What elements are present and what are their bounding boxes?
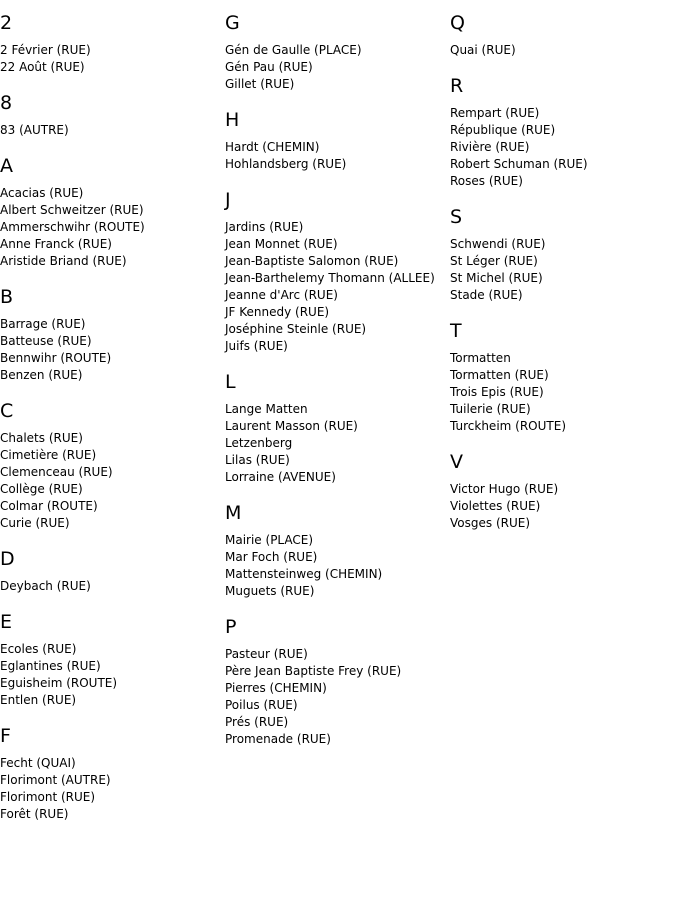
street-item[interactable]: Eglantines (RUE) [0, 659, 101, 673]
street-item[interactable]: Chalets (RUE) [0, 431, 83, 445]
street-list [0, 755, 225, 823]
street-list [450, 105, 675, 190]
street-item[interactable]: Forêt (RUE) [0, 807, 69, 821]
letter-section [450, 206, 675, 304]
street-item[interactable]: 22 Août (RUE) [0, 60, 85, 74]
street-item[interactable]: Promenade (RUE) [225, 732, 331, 746]
street-item[interactable]: Trois Epis (RUE) [450, 385, 544, 399]
letter-heading: T [450, 320, 462, 342]
street-item[interactable]: Florimont (RUE) [0, 790, 96, 804]
street-list [225, 139, 450, 173]
street-list [0, 578, 225, 595]
letter-section [0, 12, 225, 76]
street-list [450, 350, 675, 435]
letter-heading: B [0, 286, 14, 308]
street-item[interactable]: Quai (RUE) [450, 43, 516, 57]
street-item[interactable]: Acacias (RUE) [0, 186, 84, 200]
street-item[interactable]: Deybach (RUE) [0, 579, 91, 593]
letter-section [225, 109, 450, 173]
street-list [0, 122, 225, 139]
street-item[interactable]: Gillet (RUE) [225, 77, 295, 91]
street-item[interactable]: Jean-Barthelemy Thomann (ALLEE) [225, 271, 435, 285]
street-item[interactable]: 83 (AUTRE) [0, 123, 69, 137]
street-list [225, 532, 450, 600]
street-item[interactable]: Joséphine Steinle (RUE) [225, 322, 367, 336]
index-column-3 [450, 0, 675, 548]
letter-section [225, 12, 450, 93]
street-list [450, 42, 675, 59]
street-item[interactable]: Curie (RUE) [0, 516, 70, 530]
letter-heading: S [450, 206, 463, 228]
letter-section [225, 502, 450, 600]
street-item[interactable]: Colmar (ROUTE) [0, 499, 98, 513]
street-item[interactable]: Bennwihr (ROUTE) [0, 351, 112, 365]
street-item[interactable]: JF Kennedy (RUE) [225, 305, 330, 319]
street-item[interactable]: République (RUE) [450, 123, 556, 137]
street-item[interactable]: Laurent Masson (RUE) [225, 419, 358, 433]
street-item[interactable]: St Léger (RUE) [450, 254, 538, 268]
street-item[interactable]: Jeanne d'Arc (RUE) [225, 288, 338, 302]
letter-heading: G [225, 12, 240, 34]
street-item[interactable]: Ecoles (RUE) [0, 642, 77, 656]
street-item[interactable]: Florimont (AUTRE) [0, 773, 111, 787]
street-item[interactable]: Muguets (RUE) [225, 584, 315, 598]
street-item[interactable]: Barrage (RUE) [0, 317, 86, 331]
letter-section [0, 400, 225, 532]
letter-heading: A [0, 155, 13, 177]
street-item[interactable]: Collège (RUE) [0, 482, 83, 496]
street-item[interactable]: Tuilerie (RUE) [450, 402, 531, 416]
street-item[interactable]: Lorraine (AVENUE) [225, 470, 336, 484]
letter-heading: 8 [0, 92, 13, 114]
street-item[interactable]: Eguisheim (ROUTE) [0, 676, 118, 690]
street-item[interactable]: St Michel (RUE) [450, 271, 543, 285]
letter-section [225, 189, 450, 355]
street-item[interactable]: Vosges (RUE) [450, 516, 531, 530]
street-item[interactable]: Père Jean Baptiste Frey (RUE) [225, 664, 402, 678]
letter-section [450, 12, 675, 59]
street-list [225, 219, 450, 355]
street-item[interactable]: Batteuse (RUE) [0, 334, 92, 348]
letter-section [450, 320, 675, 435]
street-item[interactable]: Mattensteinweg (CHEMIN) [225, 567, 383, 581]
street-list [225, 401, 450, 486]
street-item[interactable]: Clemenceau (RUE) [0, 465, 113, 479]
street-list [0, 42, 225, 76]
street-item[interactable]: Ammerschwihr (ROUTE) [0, 220, 145, 234]
street-item[interactable]: 2 Février (RUE) [0, 43, 91, 57]
letter-heading: P [225, 616, 237, 638]
letter-heading: L [225, 371, 236, 393]
street-item[interactable]: Roses (RUE) [450, 174, 523, 188]
letter-heading: 2 [0, 12, 13, 34]
letter-heading: V [450, 451, 463, 473]
letter-section [0, 286, 225, 384]
street-item[interactable]: Jardins (RUE) [225, 220, 304, 234]
letter-section [0, 725, 225, 823]
street-list [225, 646, 450, 748]
street-item[interactable]: Tormatten (RUE) [450, 368, 549, 382]
letter-section [450, 75, 675, 190]
street-item[interactable]: Stade (RUE) [450, 288, 523, 302]
letter-heading: F [0, 725, 11, 747]
street-item[interactable]: Victor Hugo (RUE) [450, 482, 559, 496]
letter-section [0, 155, 225, 270]
street-item[interactable]: Mar Foch (RUE) [225, 550, 318, 564]
letter-heading: Q [450, 12, 465, 34]
street-item[interactable]: Violettes (RUE) [450, 499, 541, 513]
letter-heading: D [0, 548, 15, 570]
street-list [450, 481, 675, 532]
letter-heading: E [0, 611, 13, 633]
letter-heading: C [0, 400, 14, 422]
index-column-2 [225, 0, 450, 764]
street-item[interactable]: Anne Franck (RUE) [0, 237, 112, 251]
letter-heading: H [225, 109, 240, 131]
street-item[interactable]: Benzen (RUE) [0, 368, 83, 382]
street-list [225, 42, 450, 93]
letter-section [0, 548, 225, 595]
street-item[interactable]: Fecht (QUAI) [0, 756, 76, 770]
street-list [0, 641, 225, 709]
street-item[interactable]: Gén Pau (RUE) [225, 60, 313, 74]
letter-section [0, 92, 225, 139]
street-item[interactable]: Lange Matten [225, 402, 308, 416]
street-item[interactable]: Prés (RUE) [225, 715, 289, 729]
street-item[interactable]: Hohlandsberg (RUE) [225, 157, 347, 171]
street-item[interactable]: Gén de Gaulle (PLACE) [225, 43, 362, 57]
street-item[interactable]: Schwendi (RUE) [450, 237, 546, 251]
letter-heading: R [450, 75, 464, 97]
street-list [450, 236, 675, 304]
street-item[interactable]: Hardt (CHEMIN) [225, 140, 320, 154]
street-item[interactable]: Poilus (RUE) [225, 698, 298, 712]
street-item[interactable]: Juifs (RUE) [225, 339, 288, 353]
letter-heading: M [225, 502, 242, 524]
street-item[interactable]: Mairie (PLACE) [225, 533, 314, 547]
letter-section [450, 451, 675, 532]
street-item[interactable]: Letzenberg [225, 436, 293, 450]
street-list [0, 185, 225, 270]
street-item[interactable]: Aristide Briand (RUE) [0, 254, 127, 268]
street-item[interactable]: Turckheim (ROUTE) [450, 419, 566, 433]
letter-heading: J [225, 189, 231, 211]
street-item[interactable]: Pierres (CHEMIN) [225, 681, 327, 695]
letter-section [225, 371, 450, 486]
street-item[interactable]: Pasteur (RUE) [225, 647, 308, 661]
index-column-1 [0, 0, 225, 839]
street-item[interactable]: Tormatten [450, 351, 511, 365]
letter-section [225, 616, 450, 748]
street-item[interactable]: Entlen (RUE) [0, 693, 77, 707]
street-list [0, 316, 225, 384]
street-item[interactable]: Lilas (RUE) [225, 453, 290, 467]
street-item[interactable]: Jean-Baptiste Salomon (RUE) [225, 254, 399, 268]
letter-section [0, 611, 225, 709]
street-item[interactable]: Robert Schuman (RUE) [450, 157, 588, 171]
street-item[interactable]: Jean Monnet (RUE) [225, 237, 338, 251]
street-list [0, 430, 225, 532]
street-item[interactable]: Rivière (RUE) [450, 140, 530, 154]
street-item[interactable]: Cimetière (RUE) [0, 448, 97, 462]
street-item[interactable]: Albert Schweitzer (RUE) [0, 203, 144, 217]
street-item[interactable]: Rempart (RUE) [450, 106, 540, 120]
